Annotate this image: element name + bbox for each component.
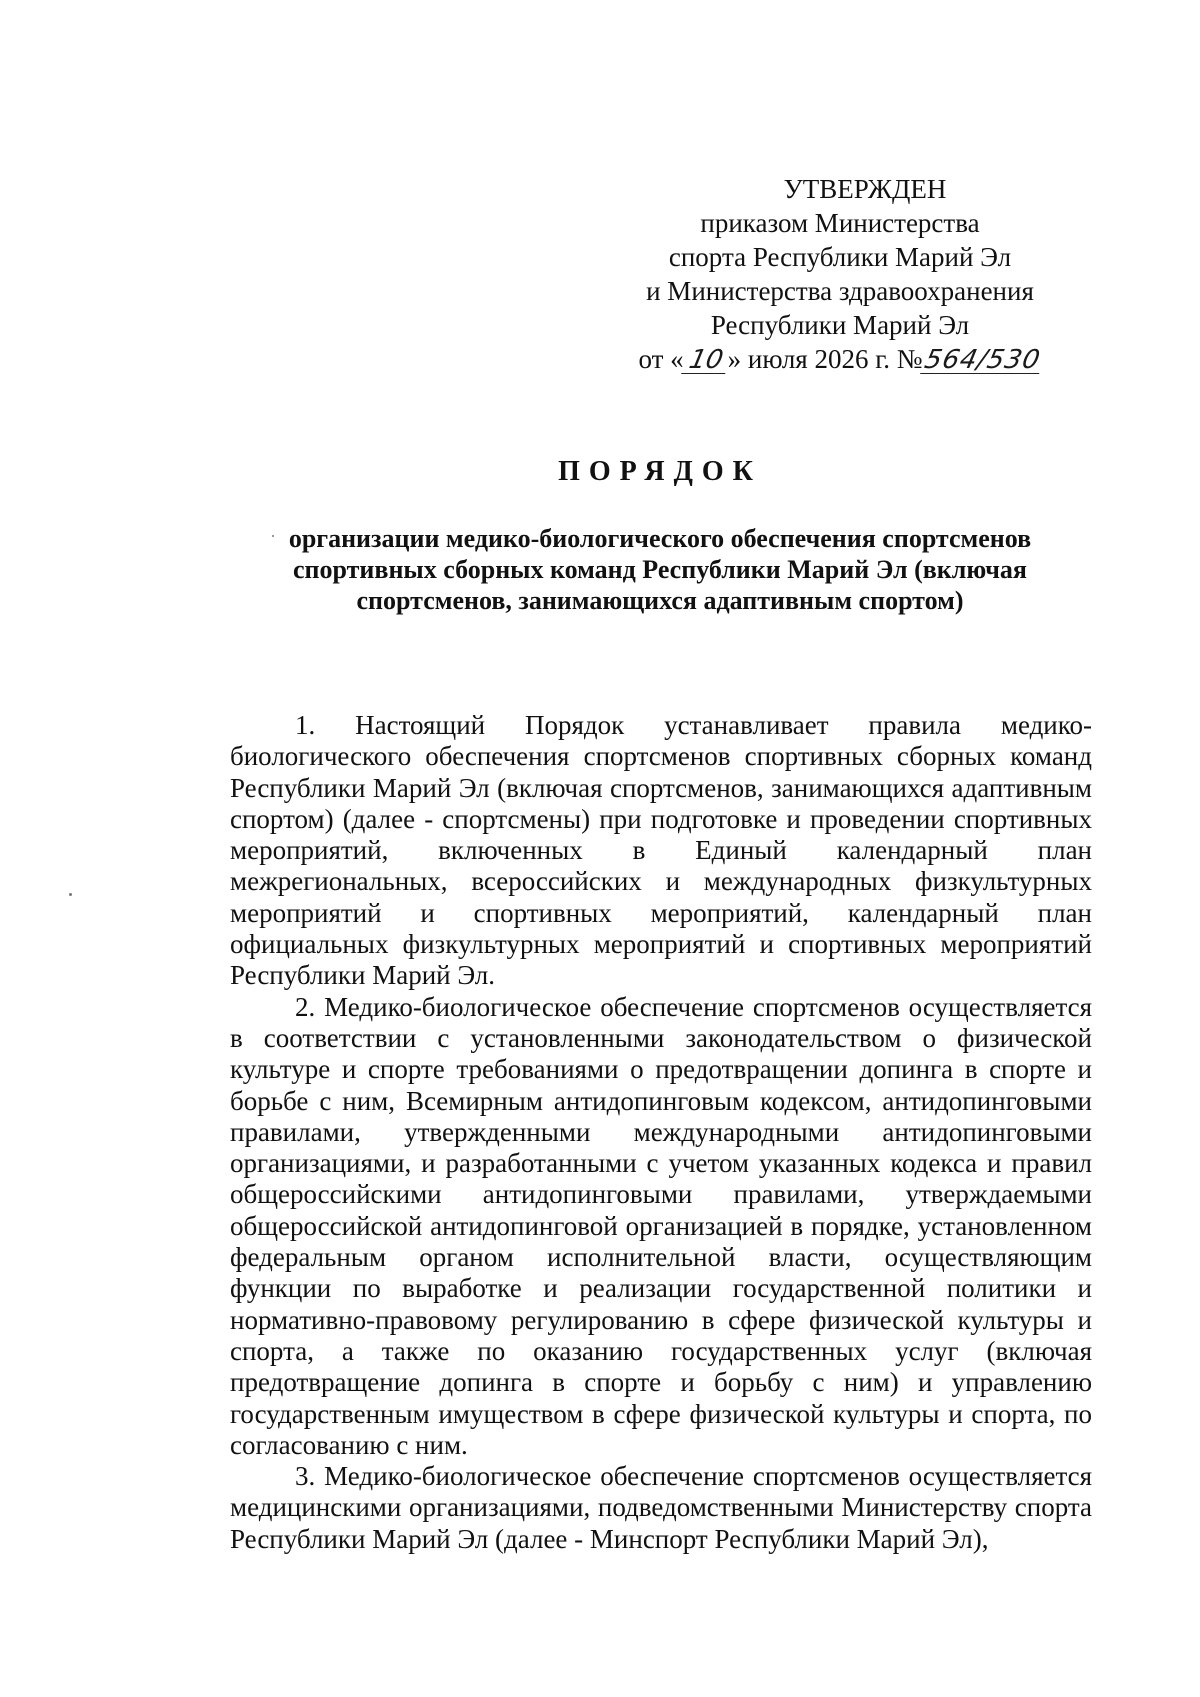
document-body xyxy=(230,710,1092,1555)
paragraph-2: 2. Медико-биологическое обеспечение спортсменов осуществляется в соответствии с установленными законодательством о физической культуре и спорте требованиями о предотвращении допинга в спорте и борьбе с ним, Всемирным антидопинговым кодексом, антидопинговыми правилами, утвержденными международными антидопинговыми организациями, и разработанными с учетом указанных кодекса и правил общероссийскими антидопинговыми правилами, утверждаемыми общероссийской антидопинговой организацией в порядке, установленном федеральным органом исполнительной власти, осуществляющим функции по выработке и реализации государственной политики и нормативно-правовому регулированию в сфере физической культуры и спорта, а также по оказанию государственных услуг (включая предотвращение допинга в спорте и борьбу с ним) и управлению государственным имуществом в сфере физической культуры и спорта, по согласованию с ним. xyxy=(230,991,1092,1460)
approval-heading: УТВЕРЖДЕН xyxy=(783,174,947,204)
approval-line-ministry-sport: спорта Республики Марий Эл xyxy=(668,242,1012,272)
approval-date-line xyxy=(600,342,1080,376)
approval-line-republic: Республики Марий Эл xyxy=(710,310,970,340)
subtitle-line-3: спортсменов, занимающихся адаптивным спортом) xyxy=(356,586,964,615)
document-subtitle xyxy=(230,523,1090,616)
paragraph-3: 3. Медико-биологическое обеспечение спортсменов осуществляется медицинскими организациями, подведомственными Министерству спорта Республики Марий Эл (далее - Минспорт Республики Марий Эл), xyxy=(230,1461,1092,1554)
paragraph-1: 1. Настоящий Порядок устанавливает правила медико-биологического обеспечения спортсменов спортивных сборных команд Республики Марий Эл (включая спортсменов, занимающихся адаптивным спортом) (далее - спортсмены) при подготовке и проведении спортивных мероприятий, включенных в Единый календарный план межрегиональных, всероссийских и международных физкультурных мероприятий и спортивных мероприятий, календарный план официальных физкультурных мероприятий и спортивных мероприятий Республики Марий Эл. xyxy=(230,710,1092,991)
handwritten-day: 10 xyxy=(681,347,731,374)
scan-speck xyxy=(69,893,72,896)
approval-line-ministry-health: и Министерства здравоохранения xyxy=(646,276,1034,306)
subtitle-line-2: спортивных сборных команд Республики Марий Эл (включая xyxy=(293,555,1027,584)
handwritten-doc-number: 564/530 xyxy=(921,345,1043,375)
date-prefix: от « xyxy=(638,344,684,374)
approval-stamp-block xyxy=(600,172,1080,376)
date-middle: » июля 2026 г. № xyxy=(727,344,923,374)
document-title: ПОРЯДОК xyxy=(558,456,762,487)
approval-line-order: приказом Министерства xyxy=(700,208,980,238)
scan-speck xyxy=(272,535,274,537)
subtitle-line-1: организации медико-биологического обеспечения спортсменов xyxy=(288,524,1032,553)
